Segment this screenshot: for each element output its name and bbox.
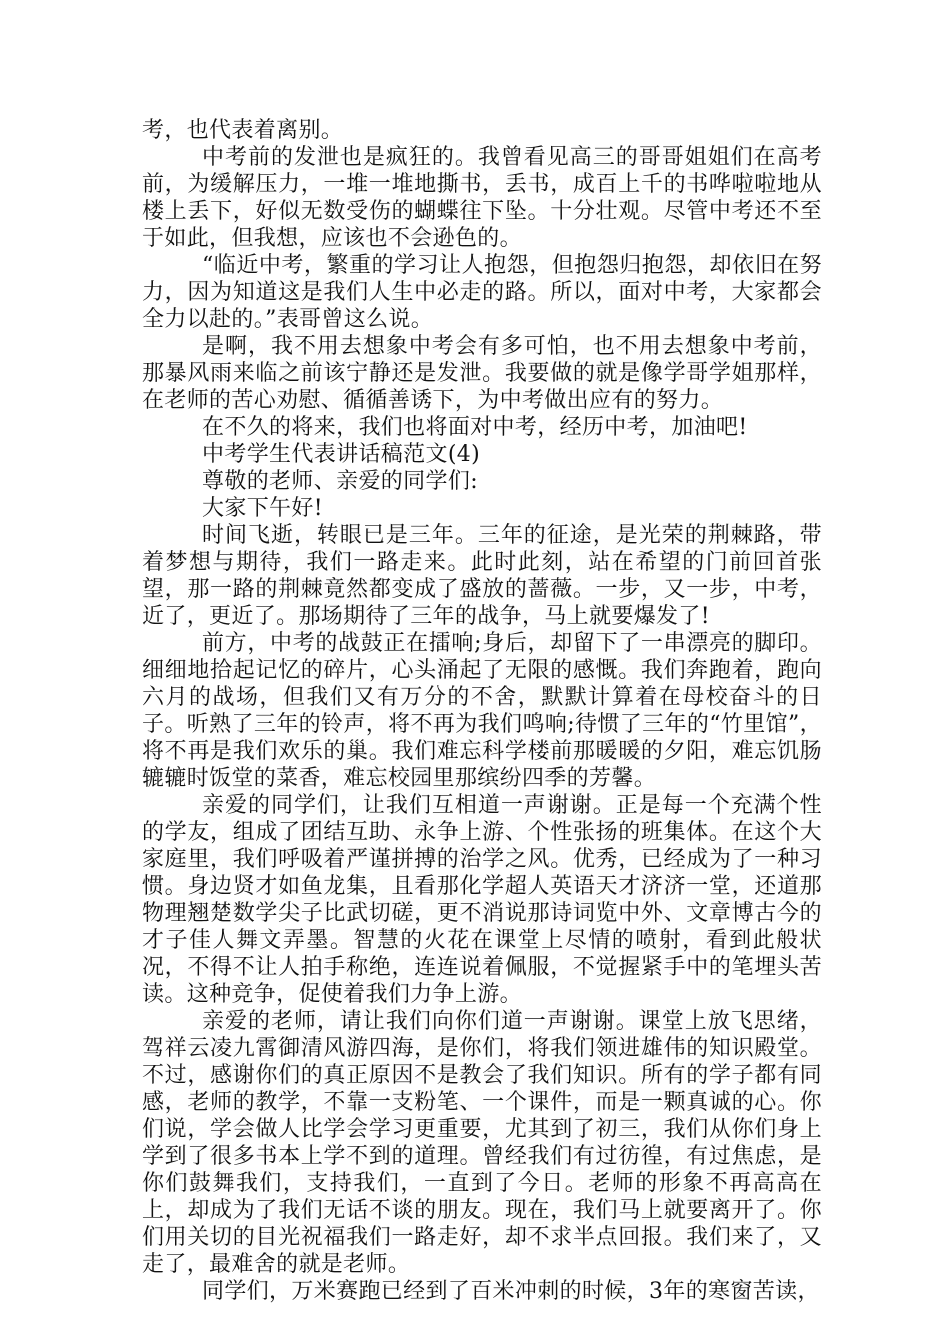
paragraph-13: 同学们，万米赛跑已经到了百米冲刺的时候，3年的寒窗苦读， — [202, 1279, 820, 1304]
paragraph-12: 亲爱的老师，请让我们向你们道一声谢谢。课堂上放飞思绪，驾祥云凌九霄御清风游四海，是你们，将我们领进雄伟的知识殿堂。不过，感谢你们的真正原因不是教会了我们知识。所有的学子都有同感，老师的教学，不靠一支粉笔、一个课件，而是一颗真诚的心。你们说，学会做人比学会学习更重要，尤其到了初三，我们从你们身上学到了很多书本上学不到的道理。曾经我们有过彷徨，有过焦虑，是你们鼓舞我们，支持我们，一直到了今日。老师的形象不再高高在上，却成为了我们无话不谈的朋友。现在，我们马上就要离开了。你们用关切的目光祝福我们一路走好，却不求半点回报。我们来了，又走了，最难舍的就是老师。 — [142, 1009, 822, 1277]
paragraph-4: 是啊，我不用去想象中考会有多可怕，也不用去想象中考前，那暴风雨来临之前该宁静还是发泄。我要做的就是像学哥学姐那样，在老师的苦心劝慰、循循善诱下，为中考做出应有的努力。 — [142, 334, 822, 413]
paragraph-1: 考，也代表着离别。 — [142, 118, 344, 143]
paragraph-2: 中考前的发泄也是疯狂的。我曾看见高三的哥哥姐姐们在高考前，为缓解压力，一堆一堆地撕书，丢书，成百上千的书哗啦啦地从楼上丢下，好似无数受伤的蝴蝶往下坠。十分壮观。尽管中考还不至于如此，但我想，应该也不会逊色的。 — [142, 145, 822, 251]
paragraph-5: 在不久的将来，我们也将面对中考，经历中考，加油吧! — [202, 415, 748, 440]
paragraph-3: “临近中考，繁重的学习让人抱怨，但抱怨归抱怨，却依旧在努力，因为知道这是我们人生中必走的路。所以，面对中考，大家都会全力以赴的。”表哥曾这么说。 — [142, 253, 822, 332]
section-title: 中考学生代表讲话稿范文(4) — [202, 442, 481, 467]
paragraph-11: 亲爱的同学们，让我们互相道一声谢谢。正是每一个充满个性的学友，组成了团结互助、永争上游、个性张扬的班集体。在这个大家庭里，我们呼吸着严谨拼搏的治学之风。优秀，已经成为了一种习惯。身边贤才如鱼龙集，且看那化学超人英语天才济济一堂，还道那物理翘楚数学尖子比武切磋，更不消说那诗词览中外、文章博古今的才子佳人舞文弄墨。智慧的火花在课堂上尽情的喷射，看到此般状况，不得不让人拍手称绝，连连说着佩服，不觉握紧手中的笔埋头苦读。这种竞争，促使着我们力争上游。 — [142, 793, 822, 1007]
paragraph-9: 时间飞逝，转眼已是三年。三年的征途，是光荣的荆棘路，带着梦想与期待，我们一路走来。此时此刻，站在希望的门前回首张望，那一路的荆棘竟然都变成了盛放的蔷薇。一步，又一步，中考，近了，更近了。那场期待了三年的战争，马上就要爆发了! — [142, 523, 822, 629]
salutation: 尊敬的老师、亲爱的同学们: — [202, 469, 478, 494]
greeting: 大家下午好! — [202, 496, 323, 521]
document-page — [142, 117, 822, 1305]
paragraph-10: 前方，中考的战鼓正在擂响;身后，却留下了一串漂亮的脚印。细细地拾起记忆的碎片，心头涌起了无限的感慨。我们奔跑着，跑向六月的战场，但我们又有万分的不舍，默默计算着在母校奋斗的日子。听熟了三年的铃声，将不再为我们鸣响;待惯了三年的“竹里馆”，将不再是我们欢乐的巢。我们难忘科学楼前那暖暖的夕阳，难忘饥肠辘辘时饭堂的菜香，难忘校园里那缤纷四季的芳馨。 — [142, 631, 822, 791]
